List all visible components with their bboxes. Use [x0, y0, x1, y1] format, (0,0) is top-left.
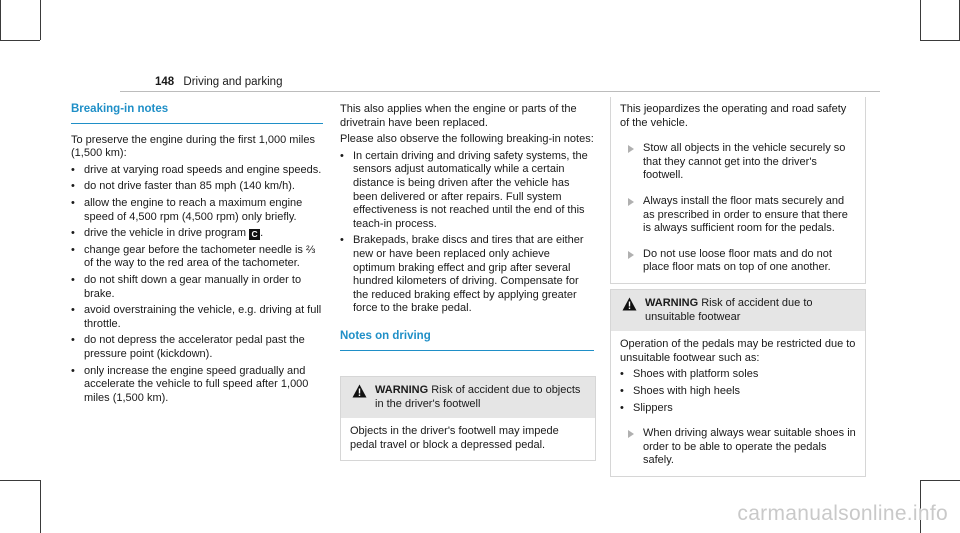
crop-mark [40, 480, 41, 533]
warning-header [611, 290, 865, 331]
step-arrow-icon [628, 430, 634, 438]
intro-text: To preserve the engine during the first 1,000 miles (1,500 km): [71, 133, 315, 160]
instruction-step [620, 195, 856, 236]
step-arrow-icon [628, 251, 634, 259]
list-item: • allow the engine to reach a maximum engine speed of 4,500 rpm (4,500 rpm) only briefly. [71, 197, 323, 224]
section-name: Driving and parking [183, 76, 283, 88]
list-item-text: drive the vehicle in drive program [84, 227, 247, 240]
list-item: • avoid overstraining the vehicle, e.g. driving at full throttle. [71, 304, 323, 331]
crop-mark [0, 480, 40, 481]
list-item: • only increase the engine speed gradually and accelerate the vehicle to full speed after 1,000 miles (1,500 km). [71, 365, 323, 406]
watermark: carmanualsonline.info [737, 502, 948, 525]
step-text: Do not use loose floor mats and do not place floor mats on top of one another. [643, 247, 832, 274]
list-item: • drive at varying road speeds and engine speeds. [71, 164, 323, 178]
left-column [71, 103, 323, 408]
warning-box-footwear [610, 289, 866, 477]
breaking-in-notes-list [340, 150, 594, 316]
step-arrow-icon [628, 145, 634, 153]
warning-header [341, 377, 595, 418]
warning-box-continued [610, 97, 866, 284]
section-title-breaking-in: Breaking-in notes [71, 103, 323, 124]
warning-body: Objects in the driver's footwell may impede pedal travel or block a depressed pedal. [350, 425, 559, 451]
warning-label: WARNING [645, 297, 699, 309]
header-divider [120, 91, 880, 92]
section-title-notes-on-driving: Notes on driving [340, 330, 594, 351]
warning-triangle-icon [622, 297, 637, 311]
crop-mark [0, 40, 40, 41]
warning-triangle-icon [352, 384, 367, 398]
footwear-text: Operation of the pedals may be restricted due to unsuitable footwear such as: [620, 338, 856, 364]
crop-mark [0, 0, 1, 40]
list-item: • drive the vehicle in drive program C . [71, 227, 323, 241]
page-header [155, 76, 282, 88]
step-text: When driving always wear suitable shoes in order to be able to operate the pedals safely. [643, 427, 856, 467]
list-item: • Shoes with high heels [620, 385, 856, 399]
list-item: • change gear before the tachometer needle is ⅔ of the way to the red area of the tachometer. [71, 244, 323, 271]
crop-mark [920, 0, 921, 40]
instruction-step [620, 142, 856, 183]
list-item: • do not depress the accelerator pedal past the pressure point (kickdown). [71, 334, 323, 361]
step-text: Stow all objects in the vehicle securely so that they cannot get into the driver's footwell. [643, 142, 846, 182]
warning-heading: Risk of accident due to objects in the driver's footwell [375, 384, 581, 410]
warning-label: WARNING [375, 384, 429, 396]
list-item: • Brakepads, brake discs and tires that are either new or have been replaced only achieve optimum braking effect and grip after several hundred kilometers of driving. Compensate for the reduced braking effect by applying greater force to the brake pedal. [340, 234, 594, 316]
jeopardize-text: This jeopardizes the operating and road safety of the vehicle. [620, 103, 847, 129]
list-item: • In certain driving and driving safety systems, the sensors adjust automatically while a certain distance is being driven after the vehicle has been delivered or after repairs. Full system effectiveness is not reached until the end of this teach-in process. [340, 150, 594, 232]
crop-mark [920, 40, 960, 41]
warning-heading: Risk of accident due to unsuitable footwear [645, 297, 813, 323]
drivetrain-note: This also applies when the engine or parts of the drivetrain have been replaced. [340, 103, 577, 129]
observe-note: Please also observe the following breaking-in notes: [340, 133, 594, 146]
instruction-step [620, 248, 856, 275]
page-number: 148 [155, 76, 175, 88]
middle-column [340, 103, 594, 361]
breaking-in-list [71, 164, 323, 406]
list-item: • Shoes with platform soles [620, 368, 856, 382]
crop-mark [40, 0, 41, 40]
step-text: Always install the floor mats securely and as prescribed in order to ensure that there is always sufficient room for the pedals. [643, 194, 848, 235]
instruction-step [620, 427, 856, 468]
warning-box-footwell [340, 376, 596, 461]
list-item: • Slippers [620, 402, 856, 416]
list-item: • do not shift down a gear manually in order to brake. [71, 274, 323, 301]
step-arrow-icon [628, 198, 634, 206]
warning-body [611, 97, 865, 283]
crop-mark [920, 480, 960, 481]
drive-program-c-icon: C [249, 229, 260, 240]
footwear-list [620, 368, 856, 415]
list-item: • do not drive faster than 85 mph (140 km/h). [71, 180, 323, 194]
warning-body [611, 331, 865, 476]
